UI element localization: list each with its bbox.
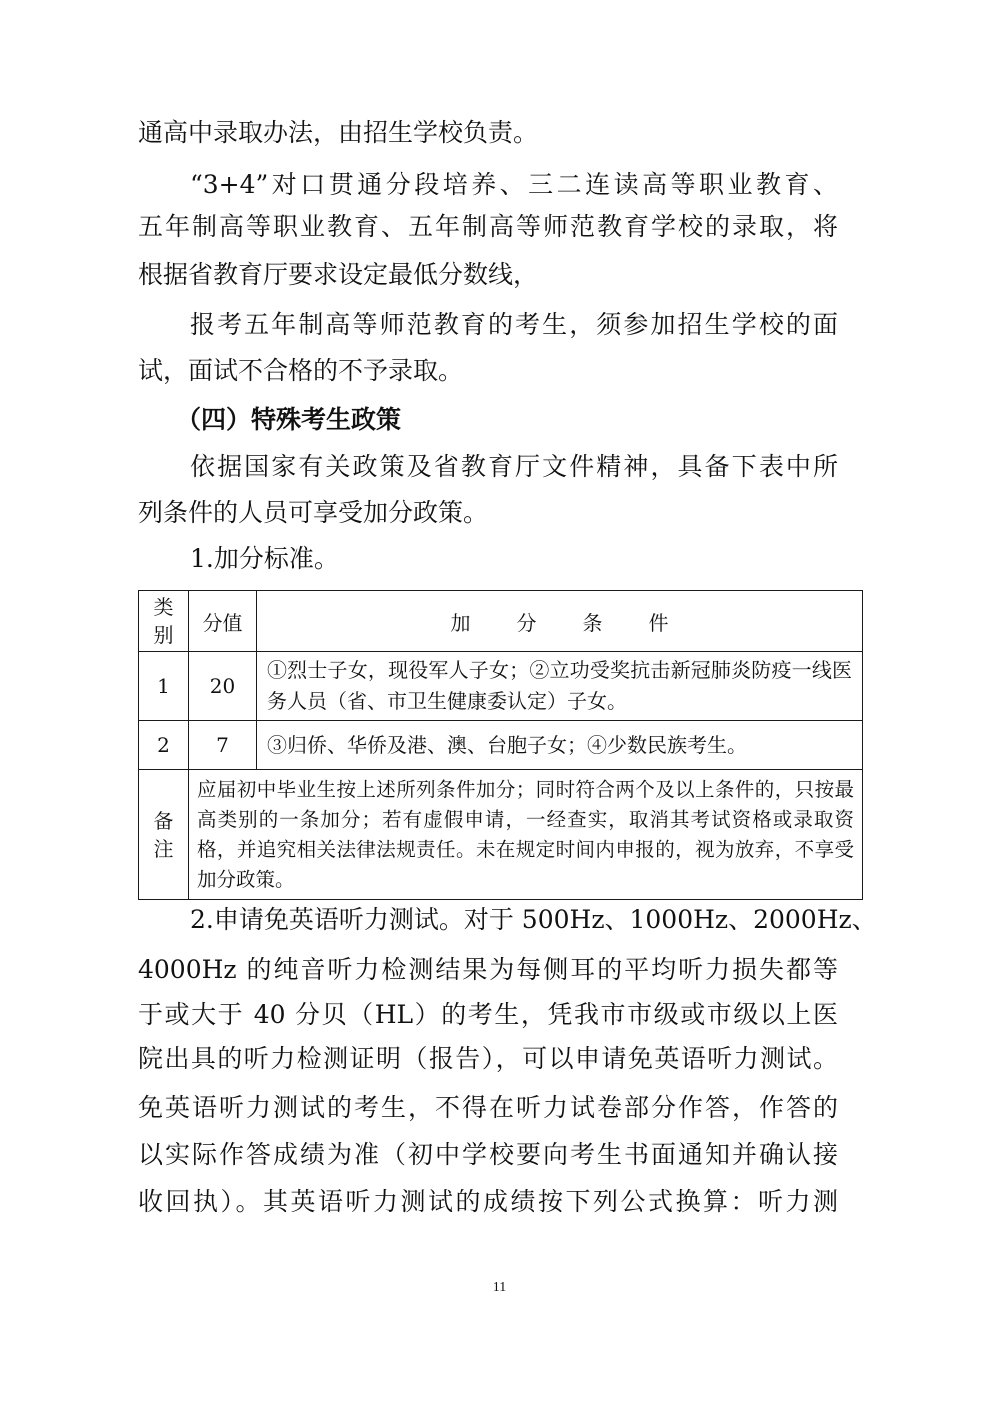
- paragraph-line: 免英语听力测试的考生，不得在听力试卷部分作答，作答的: [138, 1093, 838, 1122]
- table-row: [139, 652, 863, 721]
- paragraph-line: 通高中录取办法，由招生学校负责。: [138, 118, 539, 147]
- bonus-table: [138, 590, 863, 900]
- paragraph-line: 根据省教育厅要求设定最低分数线，: [138, 260, 539, 289]
- paragraph-line: 院出具的听力检测证明（报告），可以申请免英语听力测试。: [138, 1044, 838, 1073]
- list-item-heading: 1.加分标准。: [190, 544, 339, 573]
- paragraph-line: 于或大于 40 分贝（HL）的考生，凭我市市级或市级以上医: [138, 1000, 838, 1029]
- paragraph-line: 五年制高等职业教育、五年制高等师范教育学校的录取，将: [138, 212, 838, 241]
- page-number: 11: [492, 1280, 507, 1295]
- paragraph-line: 依据国家有关政策及省教育厅文件精神，具备下表中所: [190, 452, 838, 481]
- paragraph-line: 试，面试不合格的不予录取。: [138, 356, 464, 385]
- paragraph-line: 收回执）。其英语听力测试的成绩按下列公式换算：听力测: [138, 1187, 838, 1216]
- table-row: [139, 721, 863, 770]
- header-condition: 加分条件: [257, 591, 863, 652]
- paragraph-line: 报考五年制高等师范教育的考生，须参加招生学校的面: [190, 310, 838, 339]
- header-score: 分值: [189, 591, 257, 652]
- cell-condition: ①烈士子女，现役军人子女；②立功受奖抗击新冠肺炎防疫一线医务人员（省、市卫生健康委认定）子女。: [257, 652, 863, 721]
- section-heading: （四）特殊考生政策: [176, 405, 402, 434]
- cell-type: 2: [139, 721, 189, 770]
- paragraph-line: 4000Hz 的纯音听力检测结果为每侧耳的平均听力损失都等: [138, 955, 838, 984]
- paragraph-line: 列条件的人员可享受加分政策。: [138, 498, 489, 527]
- paragraph-line: 以实际作答成绩为准（初中学校要向考生书面通知并确认接: [138, 1140, 838, 1169]
- paragraph-line: “3+4”对口贯通分段培养、三二连读高等职业教育、: [190, 170, 838, 199]
- paragraph-line: 2.申请免英语听力测试。对于 500Hz、1000Hz、2000Hz、: [190, 905, 877, 934]
- cell-type: 1: [139, 652, 189, 721]
- note-text: 应届初中毕业生按上述所列条件加分；同时符合两个及以上条件的，只按最高类别的一条加分；若有虚假申请，一经查实，取消其考试资格或录取资格，并追究相关法律法规责任。未在规定时间内申报的，视为放弃，不享受加分政策。: [189, 770, 863, 900]
- table-header-row: [139, 591, 863, 652]
- note-label: 备注: [139, 770, 189, 900]
- header-type: 类别: [139, 591, 189, 652]
- table-note-row: [139, 770, 863, 900]
- cell-score: 7: [189, 721, 257, 770]
- cell-condition: ③归侨、华侨及港、澳、台胞子女；④少数民族考生。: [257, 721, 863, 770]
- cell-score: 20: [189, 652, 257, 721]
